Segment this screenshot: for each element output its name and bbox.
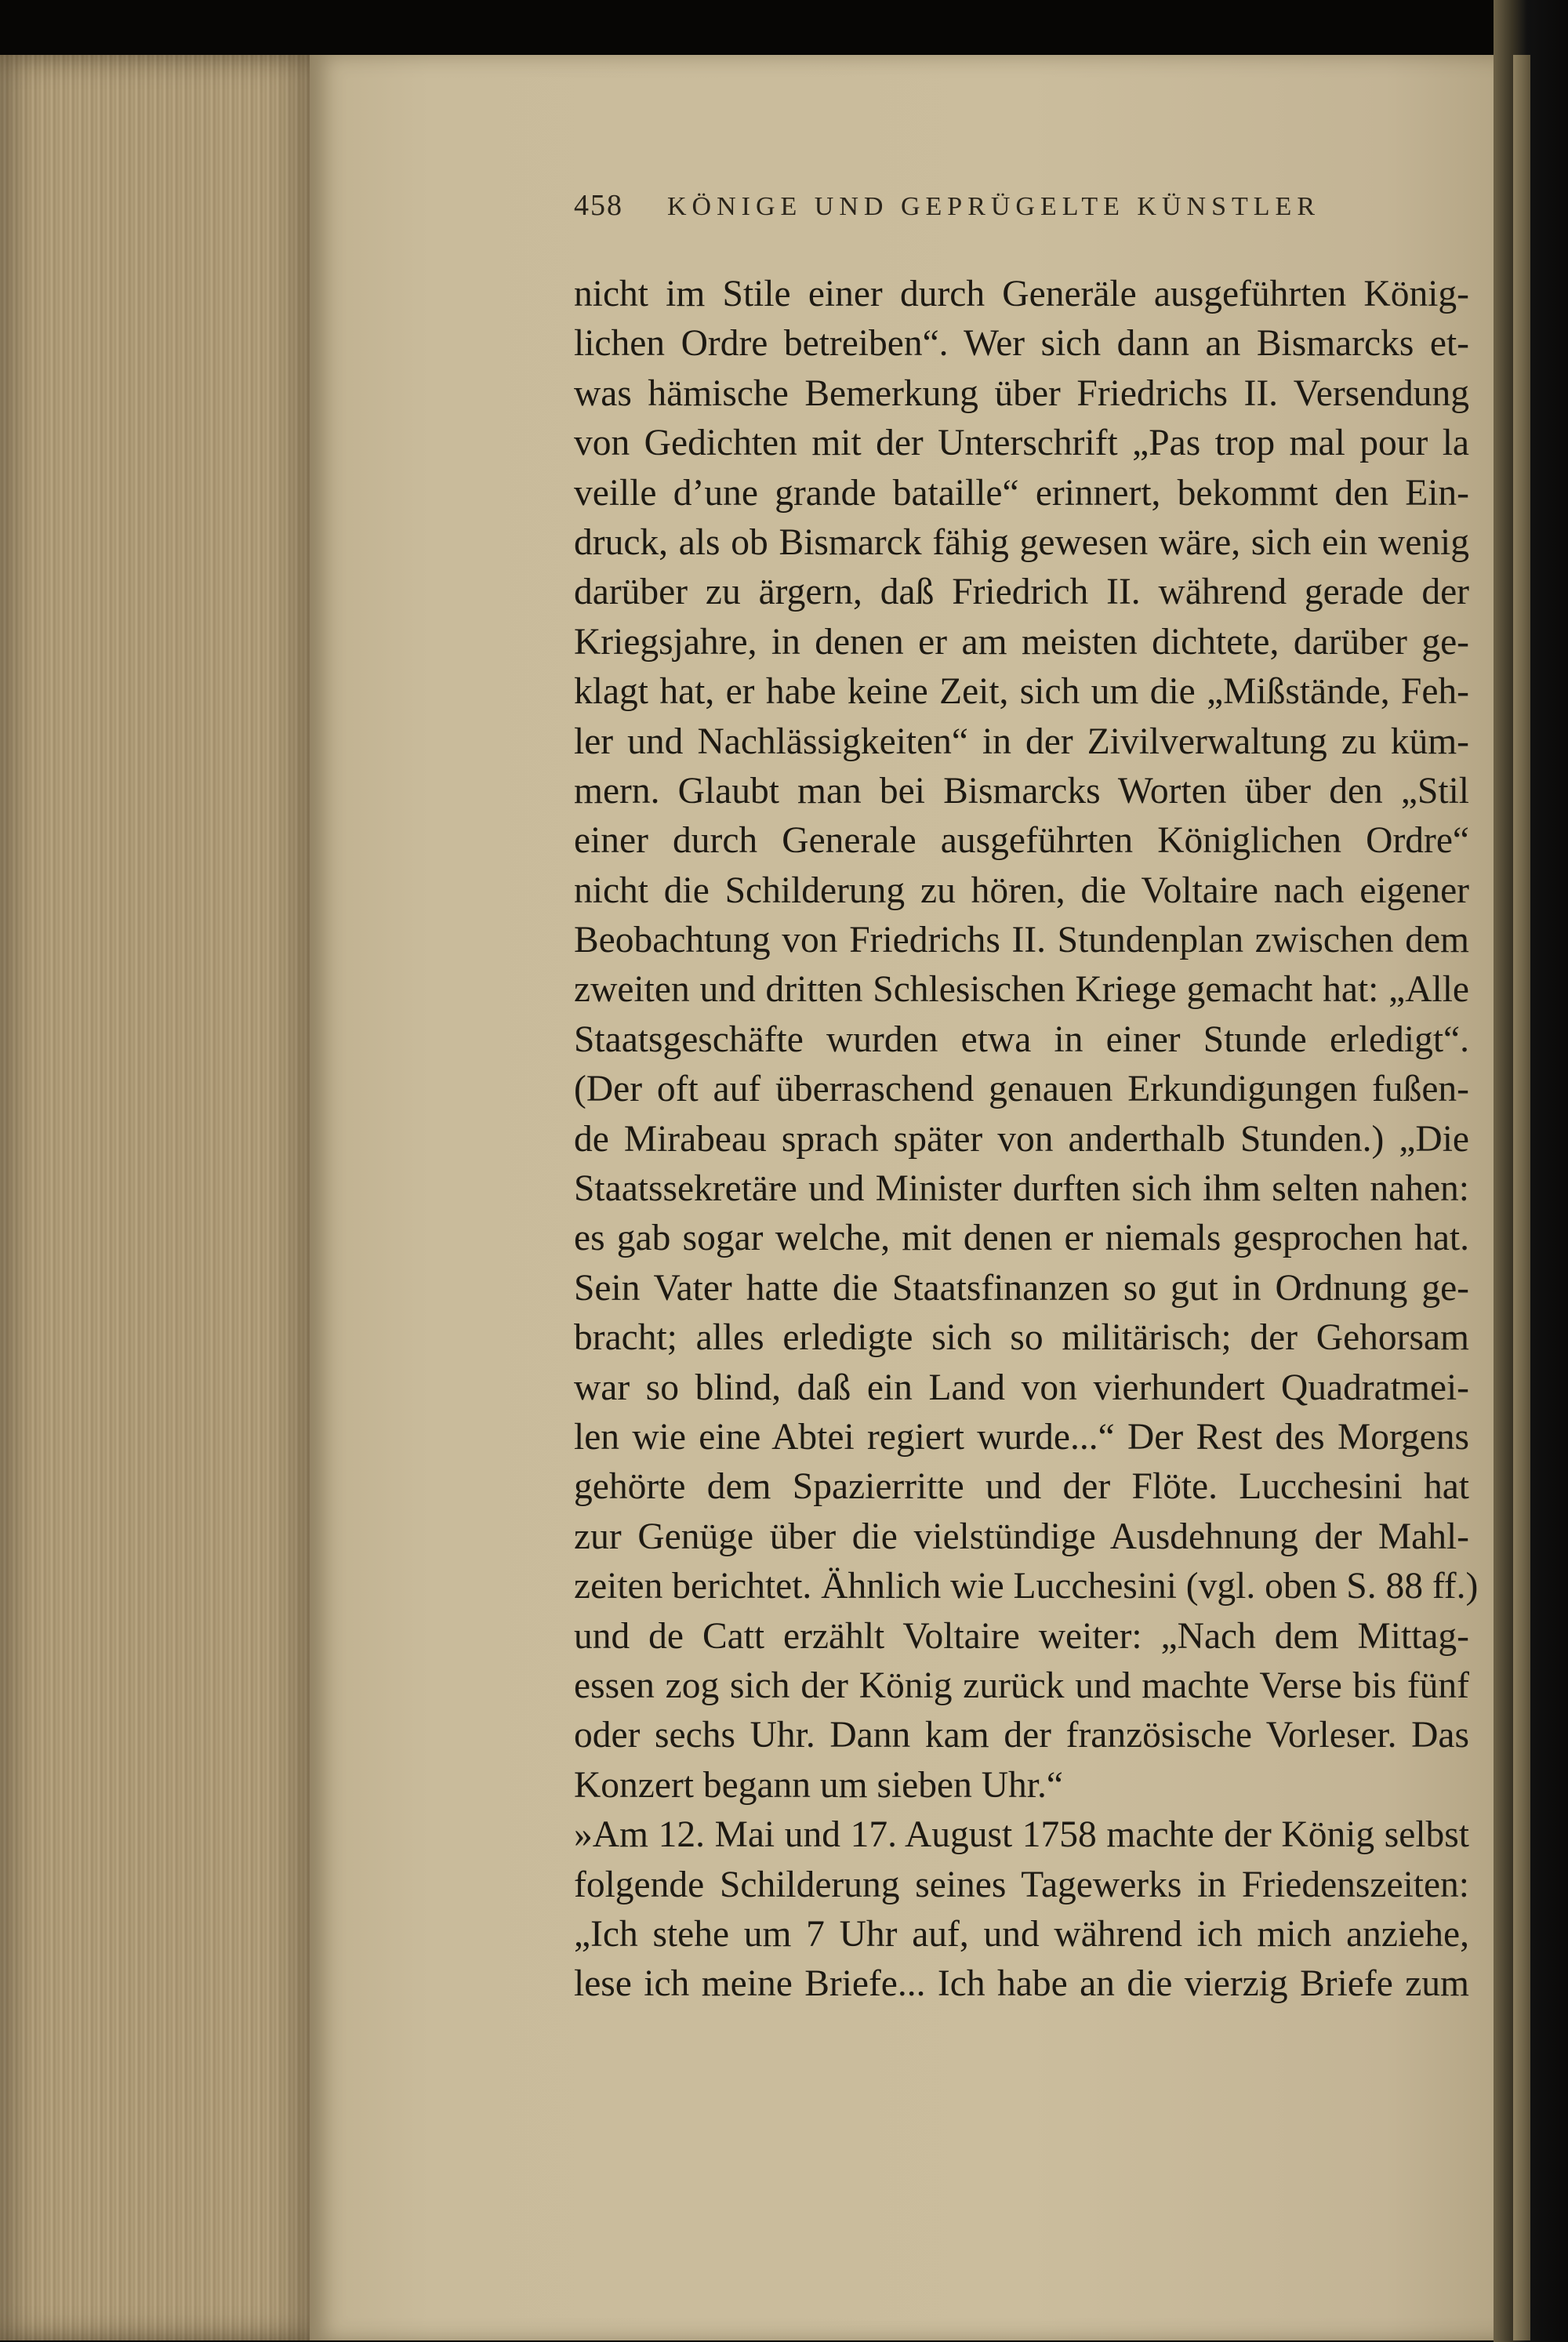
text-line: klagt hat, er habe keine Zeit, sich um die „Mißstände, Feh- (574, 671, 1469, 713)
text-line: len wie eine Abtei regiert wurde...“ Der Rest des Morgens (574, 1416, 1469, 1458)
page-edges (0, 55, 321, 2340)
text-line: Sein Vater hatte die Staatsfinanzen so gut in Ordnung ge- (574, 1267, 1469, 1309)
text-line: darüber zu ärgern, daß Friedrich II. während gerade der (574, 572, 1469, 613)
text-line: lichen Ordre betreiben“. Wer sich dann an Bismarcks et- (574, 323, 1469, 365)
text-line: Kriegsjahre, in denen er am meisten dichtete, darüber ge- (574, 621, 1469, 663)
text-line: Staatsgeschäfte wurden etwa in einer Stunde erledigt“. (574, 1018, 1469, 1060)
text-line: nicht im Stile einer durch Generäle ausgeführten König- (574, 274, 1469, 314)
text-line: folgende Schilderung seines Tagewerks in Friedenszeiten: (574, 1864, 1469, 1905)
page-number: 458 (574, 189, 623, 222)
text-line: bracht; alles erledigte sich so militärisch; der Gehorsam (574, 1317, 1469, 1359)
text-line: war so blind, daß ein Land von vierhundert Quadratmei- (574, 1367, 1469, 1408)
text-line: (Der oft auf überraschend genauen Erkundigungen fußen- (574, 1069, 1469, 1110)
book-binding (1494, 0, 1568, 2342)
text-line: druck, als ob Bismarck fähig gewesen wäre, sich ein wenig (574, 521, 1469, 563)
text-line: Staatssekretäre und Minister durften sich ihm selten nahen: (574, 1168, 1469, 1210)
text-line: lese ich meine Briefe... Ich habe an die vierzig Briefe zum (574, 1963, 1469, 2005)
text-line: und de Catt erzählt Voltaire weiter: „Nach dem Mittag- (574, 1615, 1469, 1657)
text-line: »Am 12. Mai und 17. August 1758 machte der König selbst (574, 1814, 1469, 1856)
text-line: zeiten berichtet. Ähnlich wie Lucchesini (vgl. oben S. 88 ff.) (574, 1566, 1479, 1607)
running-head (574, 188, 1469, 267)
binding-edge (1513, 55, 1530, 2340)
text-line: essen zog sich der König zurück und machte Verse bis fünf (574, 1665, 1469, 1706)
text-line: zweiten und dritten Schlesischen Kriege gemacht hat: „Alle (574, 969, 1469, 1011)
text-line: was hämische Bemerkung über Friedrichs II. Versendung (574, 372, 1469, 414)
body-text (574, 270, 1479, 2010)
background-top (0, 0, 1568, 63)
text-line: de Mirabeau sprach später von anderthalb Stunden.) „Die (574, 1118, 1469, 1160)
running-head-title: KÖNIGE UND GEPRÜGELTE KÜNSTLER (667, 192, 1320, 221)
text-line: ler und Nachlässigkeiten“ in der Zivilverwaltung zu küm- (574, 721, 1469, 762)
text-line: nicht die Schilderung zu hören, die Voltaire nach eigener (574, 870, 1469, 911)
text-line: Konzert begann um sieben Uhr.“ (574, 1764, 1063, 1806)
text-line: Beobachtung von Friedrichs II. Stundenplan zwischen dem (574, 920, 1469, 961)
text-line: „Ich stehe um 7 Uhr auf, und während ich mich anziehe, (574, 1913, 1469, 1955)
text-line: es gab sogar welche, mit denen er niemals gesprochen hat. (574, 1218, 1469, 1259)
text-line: veille d’une grande bataille“ erinnert, bekommt den Ein- (574, 472, 1469, 514)
page-text (574, 188, 1479, 2010)
text-line: mern. Glaubt man bei Bismarcks Worten über den „Stil (574, 770, 1469, 812)
text-line: einer durch Generale ausgeführten Königlichen Ordre“ (574, 820, 1469, 862)
text-line: gehörte dem Spazierritte und der Flöte. Lucchesini hat (574, 1466, 1469, 1508)
text-line: von Gedichten mit der Unterschrift „Pas trop mal pour la (574, 423, 1469, 464)
text-line: oder sechs Uhr. Dann kam der französische Vorleser. Das (574, 1715, 1469, 1756)
text-line: zur Genüge über die vielstündige Ausdehnung der Mahl- (574, 1516, 1469, 1557)
